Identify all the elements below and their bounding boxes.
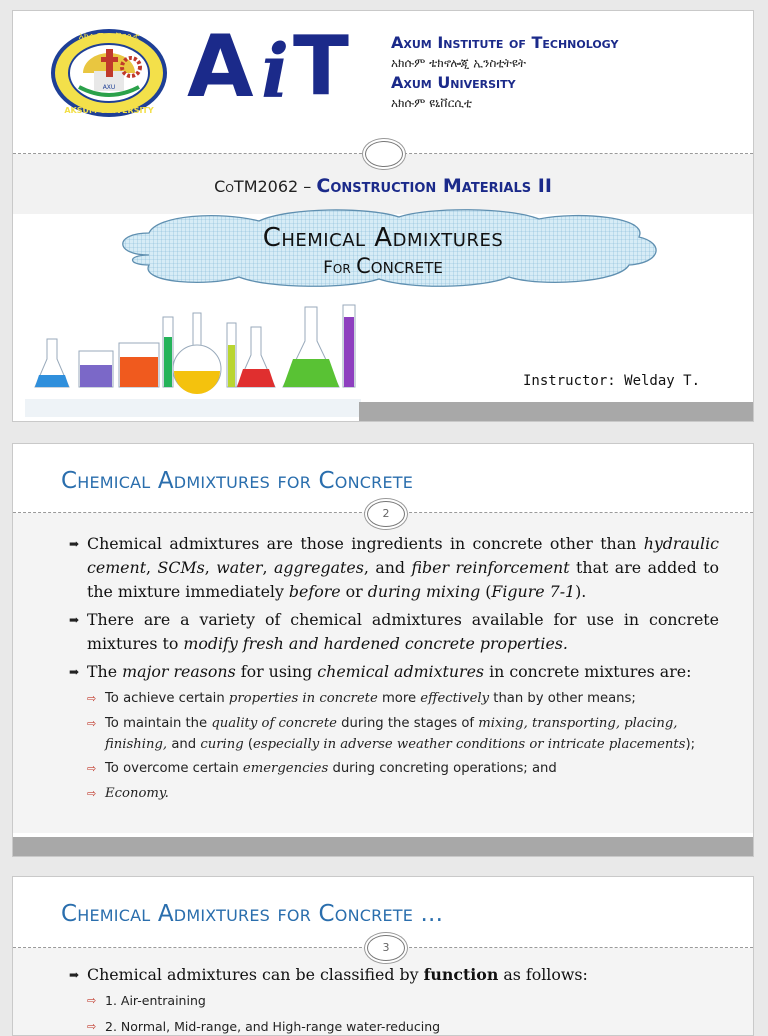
bottom-bar — [359, 402, 753, 421]
university-name-en: Axum University — [391, 73, 516, 92]
arrow-right-icon: ⇨ — [87, 762, 97, 775]
bullet-list — [69, 963, 719, 987]
seal-bottom-text: AKSUM UNIVERSITY — [64, 106, 154, 115]
seal-inner-text: AXU — [102, 84, 116, 91]
arrow-right-icon: ⇨ — [87, 1020, 97, 1033]
sub-list-item: ⇨ Economy. — [87, 783, 719, 805]
sub-list-item: ⇨ To overcome certain emergencies during concreting operations; and — [87, 758, 719, 780]
bullet-list — [69, 532, 719, 684]
slide-heading: Chemical Admixtures for Concrete — [61, 468, 414, 494]
university-name-am: አክሱም ዩኒቨርሲቲ — [391, 96, 472, 110]
logo-letter-i: i — [261, 29, 290, 115]
arrow-right-icon: ⇨ — [87, 692, 97, 705]
ait-logo — [187, 17, 367, 117]
logo-letter-a: A — [187, 17, 254, 117]
title-line-1: Chemical Admixtures — [262, 223, 504, 253]
content-body — [69, 963, 719, 1036]
title-concrete: Concrete — [356, 254, 443, 278]
arrow-bullet-icon: ➡ — [69, 613, 80, 627]
logo-letter-t: T — [293, 19, 349, 114]
presentation-title — [13, 223, 753, 281]
university-seal-logo — [49, 27, 169, 119]
slide-number-oval: 3 — [367, 935, 405, 961]
arrow-bullet-icon: ➡ — [69, 537, 80, 551]
content-slide-2 — [12, 443, 754, 857]
list-item: ➡ Chemical admixtures can be classified by function as follows: — [69, 963, 719, 987]
list-item: ➡ The major reasons for using chemical admixtures in concrete mixtures are: — [69, 660, 719, 684]
arrow-bullet-icon: ➡ — [69, 968, 80, 982]
sub-list-item: ⇨ To achieve certain properties in concrete more effectively than by other means; — [87, 688, 719, 710]
list-item: ➡ There are a variety of chemical admixtures available for use in concrete mixtures to modify fresh and hardened concrete properties. — [69, 610, 719, 653]
arrow-right-icon: ⇨ — [87, 717, 97, 730]
sub-list-item: ⇨ 1. Air-entraining — [87, 991, 719, 1011]
arrow-right-icon: ⇨ — [87, 787, 97, 800]
institute-name-en: Axum Institute of Technology — [391, 33, 619, 52]
lab-glassware-image — [25, 297, 361, 417]
sub-list-item: ⇨ To maintain the quality of concrete during the stages of mixing, transporting, placing, finishing, and curing (especially in adverse weather conditions or intricate placements); — [87, 713, 719, 755]
arrow-right-icon: ⇨ — [87, 994, 97, 1007]
bottom-bar — [13, 837, 753, 856]
sub-bullet-list — [87, 688, 719, 805]
list-item: ➡ Chemical admixtures are those ingredients in concrete other than hydraulic cement, SCMs, water, aggregates, and fiber reinforcement that are added to the mixture immediately before or during mixing (Figure 7-1). — [69, 534, 720, 601]
title-line-2 — [13, 253, 753, 281]
slide-number-oval: 2 — [367, 501, 405, 527]
content-slide-3 — [12, 876, 754, 1036]
sub-bullet-list — [87, 991, 719, 1036]
institution-block — [391, 33, 721, 113]
content-body — [69, 532, 719, 808]
title-for: For — [323, 258, 357, 278]
title-slide — [12, 10, 754, 422]
course-line — [13, 175, 753, 197]
arrow-bullet-icon: ➡ — [69, 665, 80, 679]
institute-name-am: አክሱም ቴክኖሎጂ ኢንስቲትዩት — [391, 56, 526, 70]
seal-top-text: አክሱም ዩኒቨርሲቲ — [78, 32, 140, 42]
course-title: Construction Materials II — [316, 175, 552, 197]
slide-number-oval — [365, 141, 403, 167]
course-code: CoTM2062 – — [214, 177, 317, 196]
instructor-label: Instructor: Welday T. — [523, 373, 701, 389]
sub-list-item: ⇨ 2. Normal, Mid-range, and High-range water-reducing — [87, 1017, 719, 1036]
slide-heading: Chemical Admixtures for Concrete ... — [61, 901, 444, 927]
